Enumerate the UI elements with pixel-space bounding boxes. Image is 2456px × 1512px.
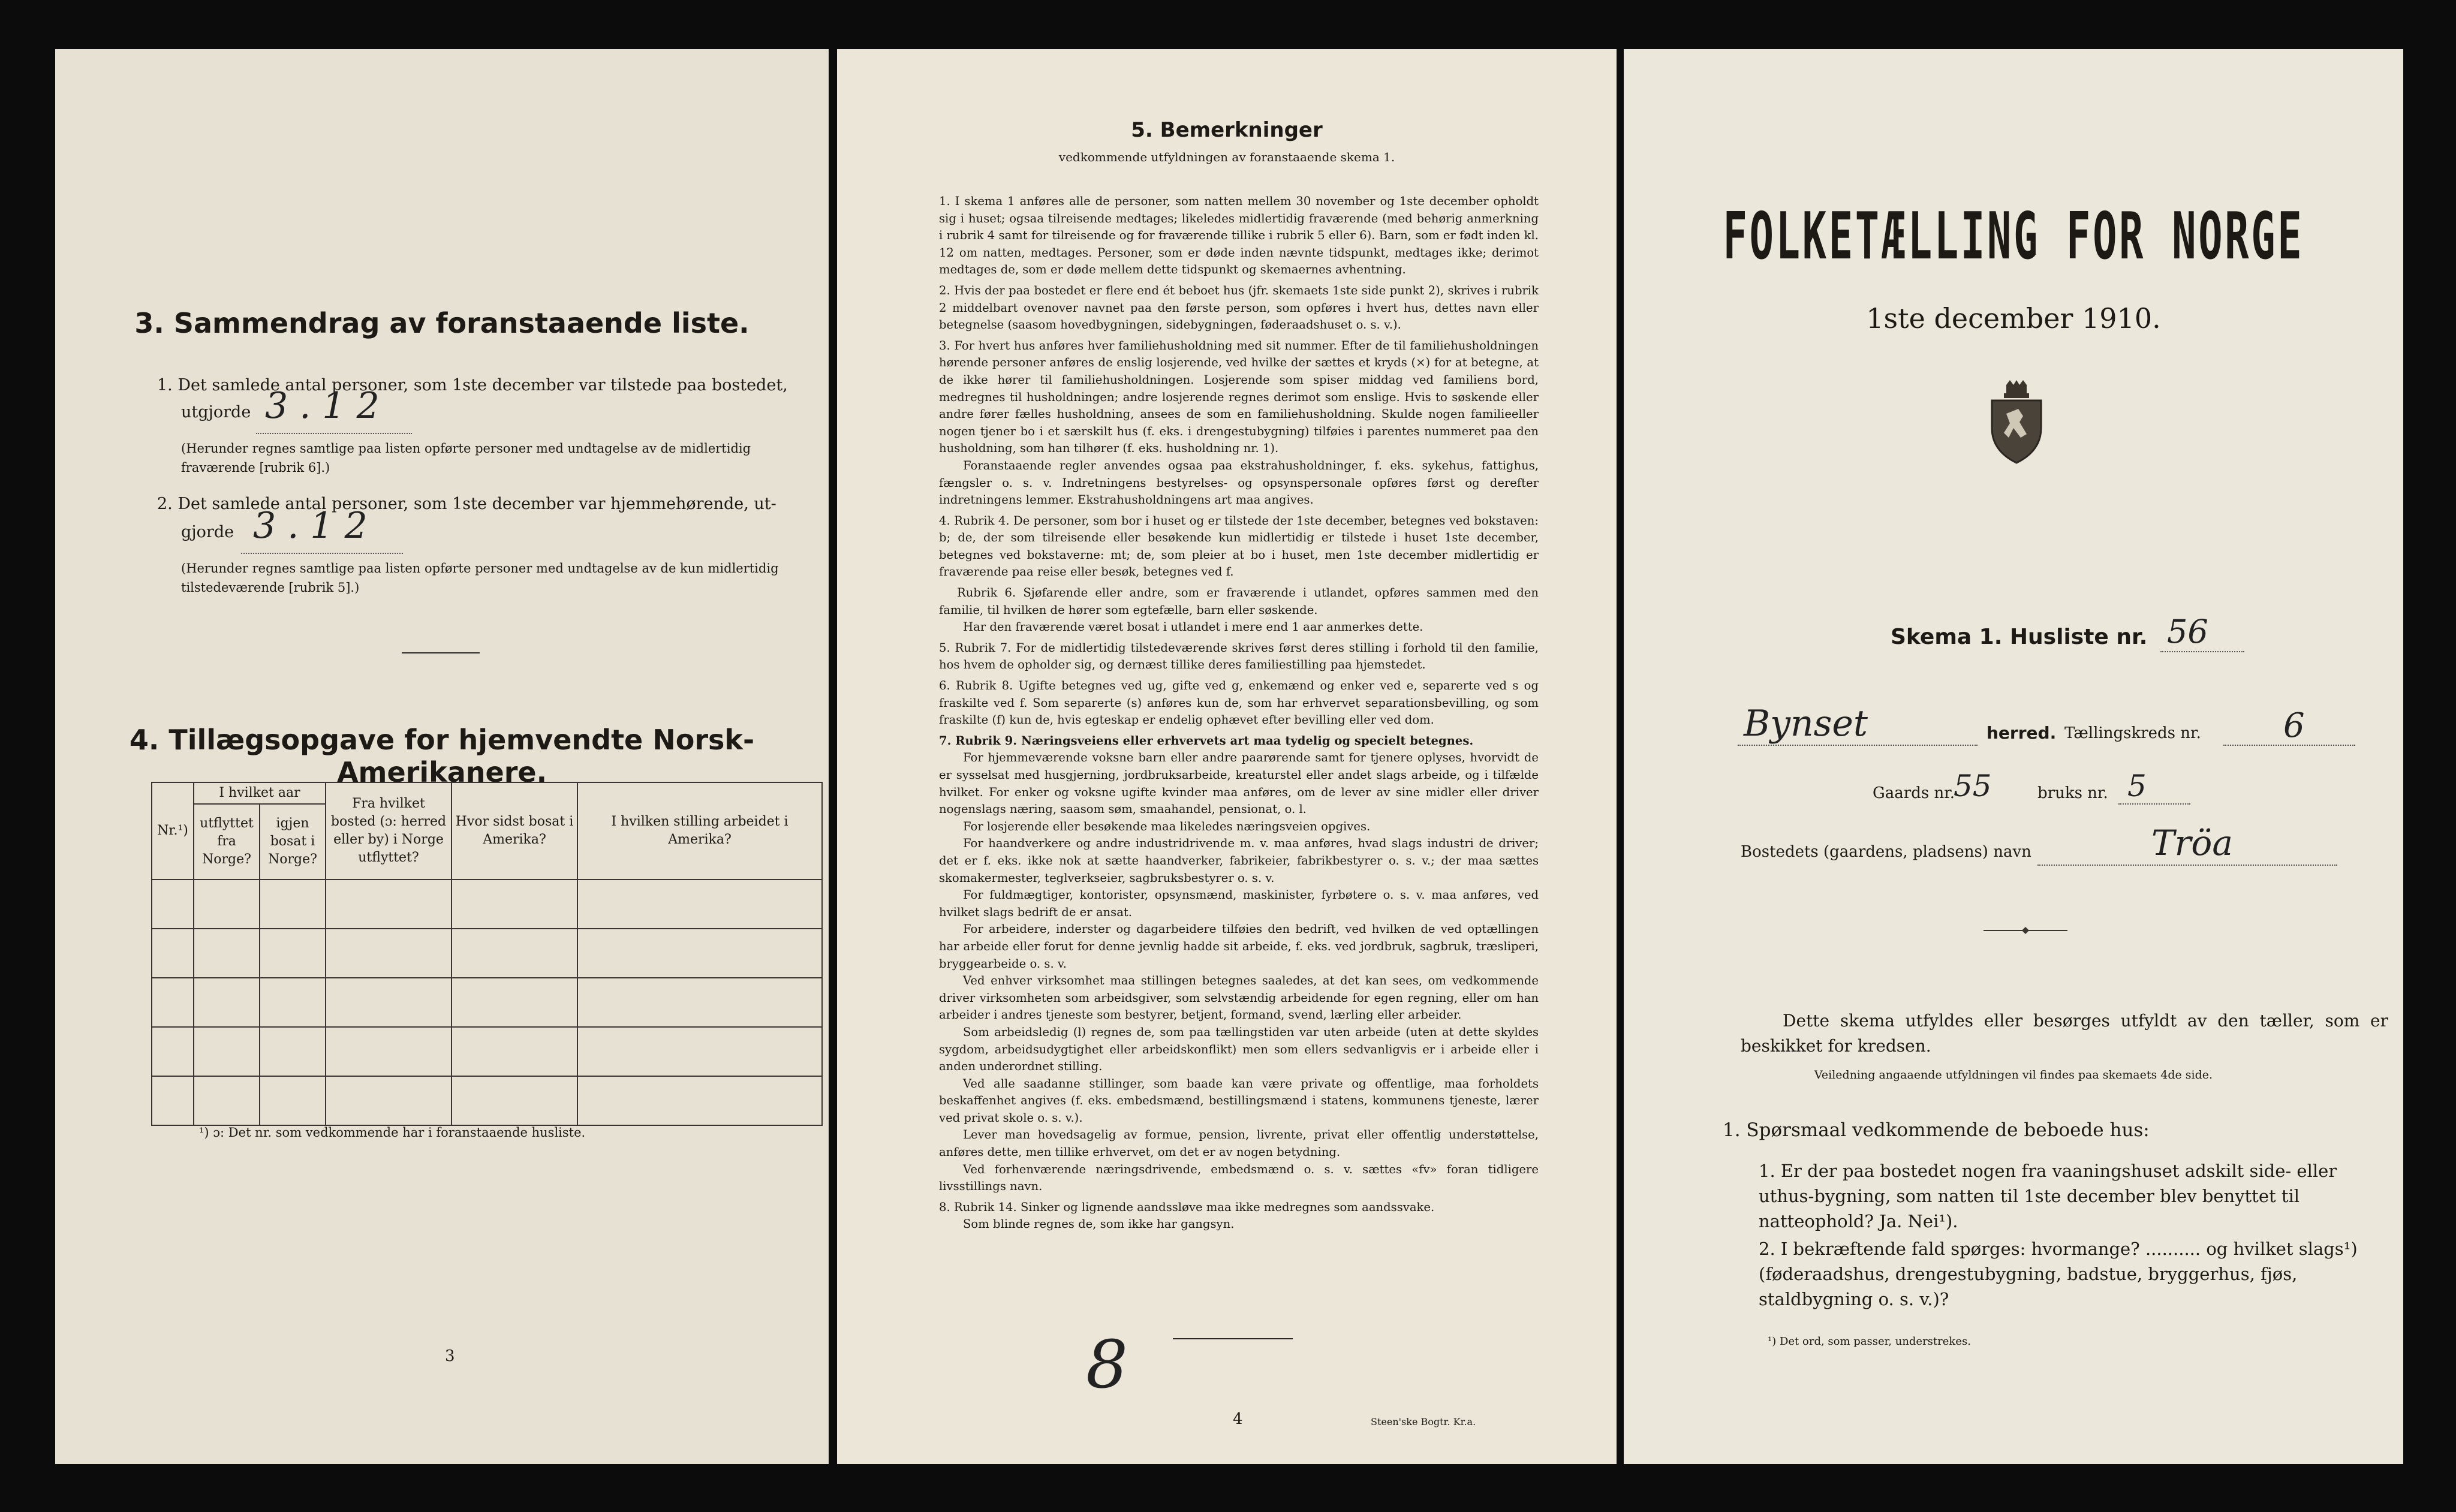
remark-4b: Rubrik 6. Sjøfarende eller andre, som er fraværende i utlandet, opføres sammen med den familie, til hvilken de hører som egtefælle, barn eller søskende. (939, 586, 1539, 617)
herred-label: herred. (1987, 723, 2057, 743)
remark-6: 6. Rubrik 8. Ugifte betegnes ved ug, gifte ved g, enkemænd og enker ved e, separerte ved s og fraskilte ved f. Som separerte (s) anføres kun de, som har erhvervet separationsbevilling, og som fraskilte (f) kun de, hvis egteskap er endelig ophævet efter bevilling eller ved dom. (939, 679, 1539, 727)
page-number: 3 (445, 1347, 455, 1365)
bosted-line (2037, 865, 2337, 866)
col-returned: igjen bosat i Norge? (260, 804, 326, 880)
handwritten-number: 8 (1086, 1326, 1128, 1403)
col-position: I hvilken stilling arbeidet i Amerika? (577, 782, 822, 880)
remark-8: 8. Rubrik 14. Sinker og lignende aandssløve maa ikke medregnes som aandssvake. (939, 1200, 1435, 1214)
summary-item-1-label: utgjorde (181, 403, 251, 421)
veiledning-text: Veiledning angaaende utfyldningen vil findes paa skemaets 4de side. (1814, 1068, 2213, 1082)
bruks-label: bruks nr. (2037, 784, 2108, 802)
col-from-where: Fra hvilket bosted (ɔ: herred eller by) i Norge utflyttet? (326, 782, 452, 880)
section-4-title: 4. Tillægsopgave for hjemvendte Norsk-Amerikanere. (129, 724, 755, 788)
divider (402, 652, 480, 653)
summary-item-2-line (241, 553, 403, 554)
husliste-number: 56 (2167, 613, 2208, 650)
census-date: 1ste december 1910. (1866, 302, 2161, 335)
gaards-label: Gaards nr. (1873, 784, 1955, 802)
remark-2: 2. Hvis der paa bostedet er flere end ét beboet hus (jfr. skemaets 1ste side punkt 2), skrives i rubrik 2 middelbart ovenover navnet paa den første person, som opføres i hvert hus, dettes navn eller betegnelse (saasom hovedbygningen, sidebygningen, føderaadshuset o. s. v.). (939, 283, 1539, 332)
remark-8b: Som blinde regnes de, som ikke har gangsyn. (963, 1217, 1235, 1231)
norsk-amerikanere-table (151, 782, 823, 1126)
remark-3b: Foranstaaende regler anvendes ogsaa paa ekstrahusholdninger, f. eks. sykehus, fattighus, fængsler o. s. v. Indretningens bestyrelses- og opsynspersonale opføres først og derefter indretningens lemmer. Ekstrahusholdningens art maa angives. (939, 458, 1539, 507)
remark-4: 4. Rubrik 4. De personer, som bor i huset og er tilstede der 1ste december, betegnes ved bokstaven: b; de, der som tilreisende eller besøkende kun midlertidig er tilstede i huset 1ste december, betegnes ved bokstaverne: mt; de, som pleier at bo i huset, men 1ste december midlertidig er fraværende paa reise eller besøk, betegnes ved f. (939, 513, 1539, 579)
remark-5: 5. Rubrik 7. For de midlertidig tilstedeværende skrives først deres stilling i forhold til den familie, hos hvem de opholder sig, og dernæst tillike deres familiestilling paa hjemstedet. (939, 640, 1539, 672)
questions-title: 1. Spørsmaal vedkommende de beboede hus: (1723, 1119, 2150, 1141)
remark-7f: Ved enhver virksomhet maa stillingen betegnes saaledes, at det kan sees, om vedkommende driver virksomheten som arbeidsgiver, som selvstændig arbeidende for egen regning, eller om han arbeider i andres tjeneste som bestyrer, betjent, formand, svend, lærling eller arbeider. (939, 974, 1539, 1022)
col-nr: Nr.¹) (152, 782, 194, 880)
remark-7e: For arbeidere, inderster og dagarbeidere tilføies den bedrift, ved hvilken de ved optællingen har arbeide eller forut for denne jevnlig hadde sit arbeide, f. eks. ved jordbruk, sagbruk, træsliperi, bryggearbeide o. s. v. (939, 922, 1539, 971)
remark-7g: Som arbeidsledig (l) regnes de, som paa tællingstiden var uten arbeide (uten at dette skyldes sygdom, arbeidsudygtighet eller arbeidskonflikt) men som ellers sedvanligvis er i arbeide eller i anden underordnet stilling. (939, 1025, 1539, 1074)
divider (1173, 1338, 1293, 1339)
page-number: 4 (1233, 1410, 1243, 1428)
herred-line (1738, 745, 1978, 746)
remark-7d: For fuldmægtiger, kontorister, opsynsmænd, maskinister, fyrbøtere o. s. v. maa anføres, ved hvilket slags bedrift de er ansat. (939, 888, 1539, 919)
page-middle (837, 49, 1617, 1464)
bruks-line (2118, 803, 2190, 805)
col-where-last: Hvor sidst bosat i Amerika? (452, 782, 577, 880)
bosted-value: Tröa (2151, 823, 2233, 863)
remark-4c: Har den fraværende været bosat i utlandet i mere end 1 aar anmerkes dette. (963, 620, 1423, 634)
kreds-value: 6 (2283, 706, 2305, 745)
bruks-value: 5 (2127, 769, 2147, 803)
remark-7: 7. Rubrik 9. Næringsveiens eller erhvervets art maa tydelig og specielt betegnes. (939, 733, 1474, 748)
remark-7a: For hjemmeværende voksne barn eller andre paarørende samt for tjenere oplyses, hvorvidt de er sysselsat med husgjerning, jordbruksarbeide, kreaturstel eller andet slags arbeide, og i tilfælde hvilket. For enker og voksne ugifte kvinder maa anføres, om de lever av sine midler eller driver nogenslags næring, saasom søm, smaahandel, pensionat, o. l. (939, 751, 1539, 817)
main-title: FOLKETÆLLING FOR NORGE (1723, 199, 2304, 274)
table-row (152, 978, 822, 1027)
remarks-list (939, 193, 1539, 1233)
summary-item-2: 2. Det samlede antal personer, som 1ste december var hjemmehørende, ut- (157, 495, 776, 513)
summary-item-1-note: (Herunder regnes samtlige paa listen opførte personer med undtagelse av de midlertidig fraværende [rubrik 6].) (181, 441, 751, 475)
kreds-line (2223, 745, 2355, 746)
remarks-subtitle: vedkommende utfyldningen av foranstaaende skema 1. (1058, 150, 1395, 164)
printer-mark: Steen'ske Bogtr. Kr.a. (1371, 1416, 1476, 1427)
summary-item-2-value: 3 . 1 2 (253, 505, 368, 547)
question-2: 2. I bekræftende fald spørges: hvormange? .......... og hvilket slags¹) (føderaadshus, drengestubygning, badstue, bryggerhus, fjøs, staldbygning o. s. v.)? (1759, 1239, 2358, 1309)
summary-item-2-label: gjorde (181, 523, 234, 541)
gaards-value: 55 (1954, 769, 1992, 803)
questions-footnote: ¹) Det ord, som passer, understrekes. (1768, 1335, 1971, 1348)
ornament-icon (1984, 926, 2067, 934)
page-left (55, 49, 829, 1464)
table-row (152, 1076, 822, 1125)
col-which-year: I hvilket aar (194, 782, 326, 804)
summary-item-1-line (256, 433, 412, 434)
intro-text: Dette skema utfyldes eller besørges utfyldt av den tæller, som er beskikket for kredsen. (1741, 1011, 2388, 1056)
table-row (152, 929, 822, 978)
table-row (152, 1027, 822, 1076)
coat-of-arms-icon (1984, 380, 2049, 464)
herred-value: Bynset (1744, 703, 1868, 745)
main-title-wrap (1624, 199, 2403, 274)
table-footnote: ¹) ɔ: Det nr. som vedkommende har i foranstaaende husliste. (199, 1125, 586, 1140)
skema-label: Skema 1. Husliste nr. (1891, 625, 2148, 649)
section-3-title: 3. Sammendrag av foranstaaende liste. (134, 307, 750, 339)
husliste-line (2160, 651, 2244, 652)
remark-7h: Ved alle saadanne stillinger, som baade kan være private og offentlige, maa forholdets beskaffenhet angives (f. eks. embedsmænd, bestillingsmænd i statens, kommunens tjeneste, lærer ved privat skole o. s. v.). (939, 1076, 1539, 1125)
remark-3: 3. For hvert hus anføres hver familiehusholdning med sit nummer. Efter de til familiehusholdningen hørende personer anføres de enslig losjerende, ved hvilke der sættes et kryds (×) for at betegne, at de ikke hører til familiehusholdningen. Losjerende som spiser middag ved familiens bord, medregnes til husholdningen; andre losjerende regnes derimot som enslige. Hvis to søskende eller andre fører fælles husholdning, ansees de som en familiehusholdning. Skulde nogen familieeller nogen tjener bo i et særskilt hus (f. eks. i drengestubygning) tilføies i parentes nummeret paa den husholdning, som han tilhører (f. eks. husholdning nr. 1). (939, 338, 1539, 456)
remark-7c: For haandverkere og andre industridrivende m. v. maa anføres, hvad slags industri de driver; det er f. eks. ikke nok at sætte haandverker, fabrikeier, fabrikbestyrer o. s. v.; der maa sættes skomakermester, teglverkseier, sagbruksbestyrer o. s. v. (939, 836, 1539, 885)
question-1: 1. Er der paa bostedet nogen fra vaaningshuset adskilt side- eller uthus-bygning, som natten til 1ste december blev benyttet til natteophold? Ja. Nei¹). (1759, 1161, 2337, 1231)
summary-item-1: 1. Det samlede antal personer, som 1ste december var tilstede paa bostedet, (157, 376, 788, 394)
remark-7i: Lever man hovedsagelig av formue, pension, livrente, privat eller offentlig understøttelse, anføres dette, men tillike erhvervet, om det er av nogen betydning. (939, 1128, 1539, 1159)
page-right (1624, 49, 2403, 1464)
bosted-label: Bostedets (gaardens, pladsens) navn (1741, 843, 2031, 861)
remarks-title: 5. Bemerkninger (1131, 118, 1323, 142)
summary-item-2-note: (Herunder regnes samtlige paa listen opførte personer med undtagelse av de kun midlertidig tilstedeværende [rubrik 5].) (181, 561, 779, 595)
summary-item-1-value: 3 . 1 2 (265, 385, 380, 427)
table-row (152, 880, 822, 929)
remark-1: 1. I skema 1 anføres alle de personer, som natten mellem 30 november og 1ste december opholdt sig i huset; ogsaa tilreisende medtages; likeledes midlertidig fraværende (med behørig anmerkning i rubrik 4 samt for tilreisende og for fraværende tillike i rubrik 5 eller 6). Barn, som er født inden kl. 12 om natten, medtages. Personer, som er døde inden nævnte tidspunkt, medtages ikke; derimot medtages de, som er døde mellem dette tidspunkt og skemaernes avhentning. (939, 194, 1539, 277)
kreds-label: Tællingskreds nr. (2064, 724, 2201, 742)
remark-7j: Ved forhenværende næringsdrivende, embedsmænd o. s. v. sættes «fv» foran tidligere livsstillings navn. (939, 1162, 1539, 1194)
col-emigrated: utflyttet fra Norge? (194, 804, 260, 880)
remark-7b: For losjerende eller besøkende maa likeledes næringsveien opgives. (963, 819, 1371, 833)
